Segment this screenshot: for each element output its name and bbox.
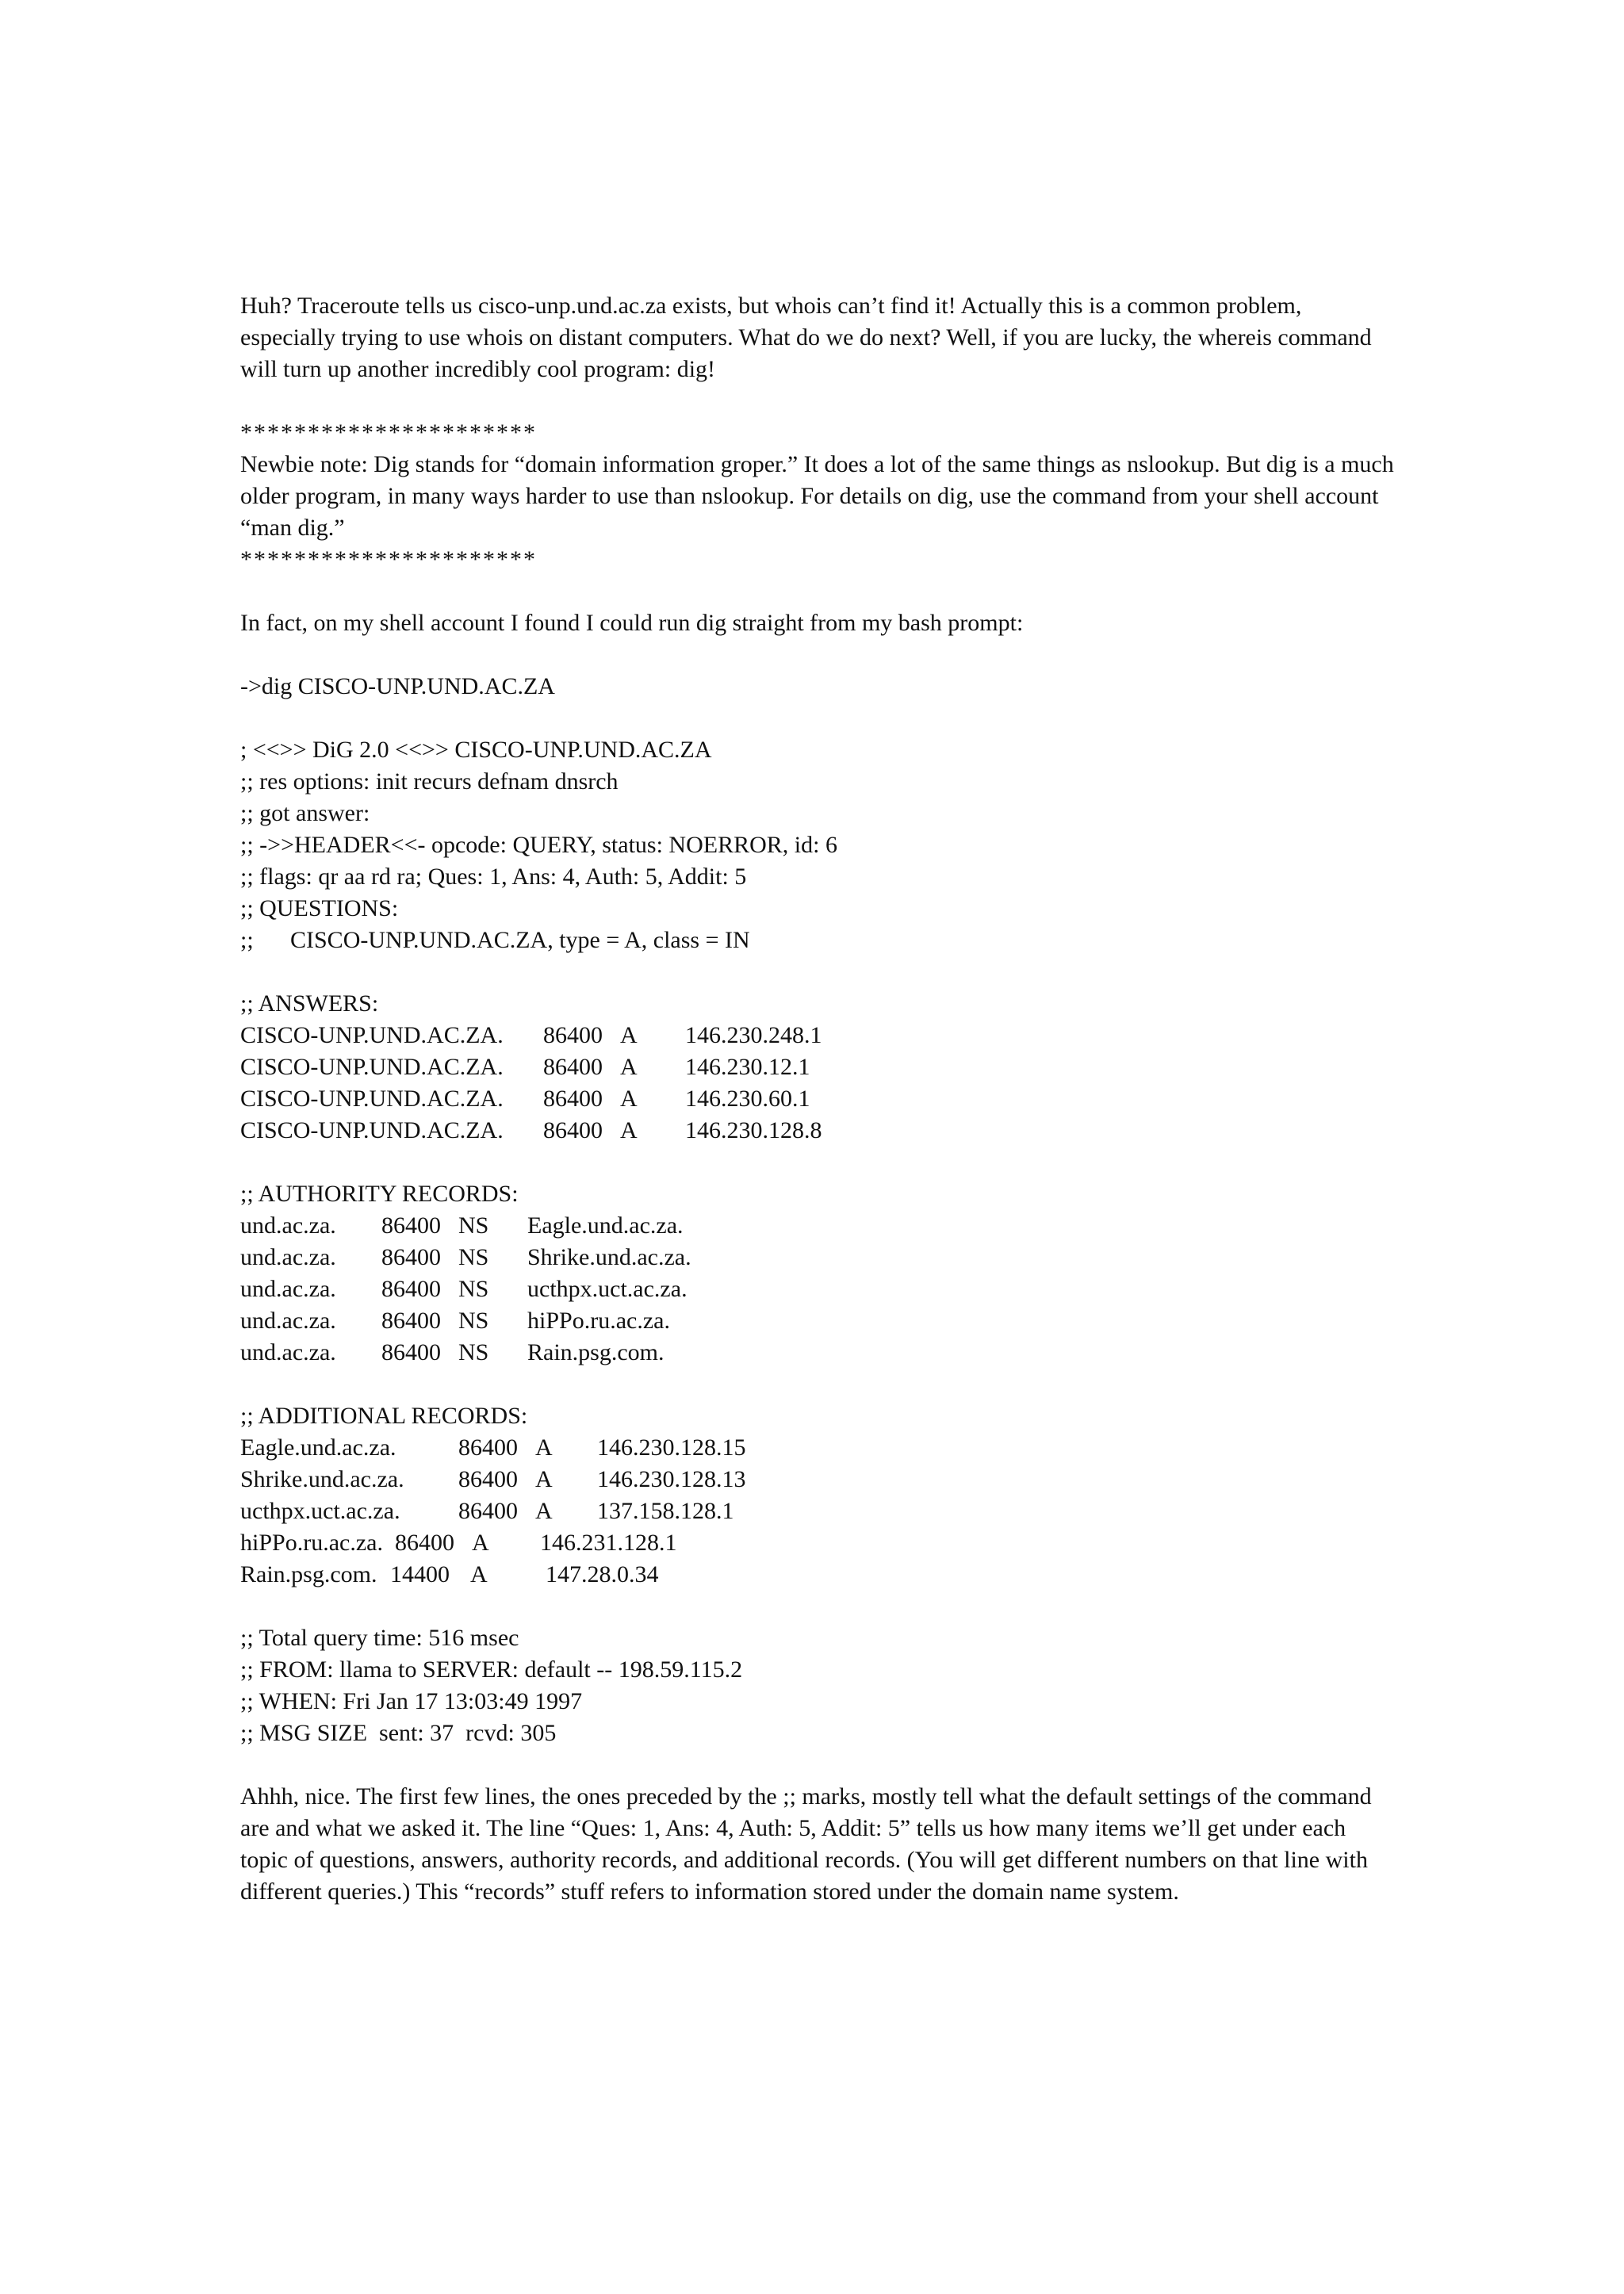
record-type: A [470, 1561, 488, 1587]
authority-row [240, 1305, 1398, 1337]
stars-divider-bottom: ********************** [240, 546, 537, 573]
record-value: 146.230.128.15 [597, 1434, 746, 1461]
record-ttl: 86400 [458, 1466, 518, 1492]
additional-heading: ;; ADDITIONAL RECORDS: [240, 1403, 528, 1429]
header-line: ;; ->>HEADER<<- opcode: QUERY, status: NOERROR, id: 6 [240, 832, 837, 858]
record-name: hiPPo.ru.ac.za. [240, 1530, 383, 1556]
closing-paragraph: Ahhh, nice. The first few lines, the ones preceded by the ;; marks, mostly tell what the default settings of the command are and what we asked it. The line “Ques: 1, Ans: 4, Auth: 5, Addit: 5” tells us how many items we’ll get under each topic of questions, answers, authority records, and additional records. (You will get different numbers on that line with different queries.) This “records” stuff refers to information stored under the domain name system. [240, 1783, 1372, 1905]
record-ttl: 86400 [543, 1086, 603, 1112]
record-ttl: 86400 [543, 1022, 603, 1048]
record-name: Eagle.und.ac.za. [240, 1434, 396, 1461]
record-value: 146.230.60.1 [685, 1086, 810, 1112]
dig-header-block [240, 734, 1398, 956]
record-type: A [535, 1466, 553, 1492]
additional-row [240, 1527, 1398, 1559]
additional-row [240, 1559, 1398, 1591]
header-line: ;; QUESTIONS: [240, 895, 399, 921]
record-value: hiPPo.ru.ac.za. [527, 1308, 670, 1334]
record-value: Shrike.und.ac.za. [527, 1244, 691, 1270]
record-type: NS [458, 1212, 489, 1239]
record-ttl: 86400 [381, 1212, 441, 1239]
record-type: A [620, 1054, 638, 1080]
document-page [240, 290, 1398, 1908]
dig-footer-block [240, 1622, 1398, 1749]
authority-section [240, 1178, 1398, 1369]
header-line: ;; flags: qr aa rd ra; Ques: 1, Ans: 4, Auth: 5, Addit: 5 [240, 864, 747, 890]
record-type: A [472, 1530, 489, 1556]
record-type: NS [458, 1244, 489, 1270]
record-name: CISCO-UNP.UND.AC.ZA. [240, 1022, 504, 1048]
header-line: ;; got answer: [240, 800, 370, 826]
record-type: NS [458, 1339, 489, 1365]
record-name: Rain.psg.com. [240, 1561, 377, 1587]
record-name: CISCO-UNP.UND.AC.ZA. [240, 1086, 504, 1112]
record-value: 146.231.128.1 [540, 1530, 677, 1556]
record-ttl: 86400 [458, 1434, 518, 1461]
record-name: und.ac.za. [240, 1308, 336, 1334]
additional-row [240, 1432, 1398, 1464]
record-value: 146.230.12.1 [685, 1054, 810, 1080]
record-name: Shrike.und.ac.za. [240, 1466, 404, 1492]
record-ttl: 86400 [543, 1117, 603, 1143]
dig-command-line: ->dig CISCO-UNP.UND.AC.ZA [240, 673, 555, 699]
footer-line: ;; MSG SIZE sent: 37 rcvd: 305 [240, 1720, 557, 1746]
answer-row [240, 1115, 1398, 1147]
authority-heading: ;; AUTHORITY RECORDS: [240, 1181, 519, 1207]
record-type: NS [458, 1276, 489, 1302]
record-name: und.ac.za. [240, 1339, 336, 1365]
record-ttl: 14400 [390, 1561, 450, 1587]
footer-line: ;; FROM: llama to SERVER: default -- 198.59.115.2 [240, 1656, 743, 1683]
shell-intro-paragraph: In fact, on my shell account I found I could run dig straight from my bash prompt: [240, 610, 1024, 636]
record-ttl: 86400 [543, 1054, 603, 1080]
record-ttl: 86400 [381, 1308, 441, 1334]
record-value: Eagle.und.ac.za. [527, 1212, 684, 1239]
additional-row [240, 1496, 1398, 1527]
answers-heading: ;; ANSWERS: [240, 990, 379, 1017]
record-value: 146.230.128.8 [685, 1117, 822, 1143]
stars-divider-top: ********************** [240, 419, 537, 446]
answer-row [240, 1020, 1398, 1051]
record-type: NS [458, 1308, 489, 1334]
record-value: Rain.psg.com. [527, 1339, 665, 1365]
record-name: und.ac.za. [240, 1212, 336, 1239]
authority-row [240, 1210, 1398, 1242]
record-ttl: 86400 [381, 1339, 441, 1365]
record-value: 146.230.128.13 [597, 1466, 746, 1492]
record-type: A [535, 1434, 553, 1461]
question-text: CISCO-UNP.UND.AC.ZA, type = A, class = IN [290, 927, 750, 953]
footer-line: ;; Total query time: 516 msec [240, 1625, 519, 1651]
header-line: ; <<>> DiG 2.0 <<>> CISCO-UNP.UND.AC.ZA [240, 737, 712, 763]
record-name: CISCO-UNP.UND.AC.ZA. [240, 1117, 504, 1143]
question-prefix: ;; [240, 927, 254, 953]
record-type: A [620, 1117, 638, 1143]
additional-row [240, 1464, 1398, 1496]
record-ttl: 86400 [381, 1276, 441, 1302]
authority-row [240, 1337, 1398, 1369]
record-value: 146.230.248.1 [685, 1022, 822, 1048]
footer-line: ;; WHEN: Fri Jan 17 13:03:49 1997 [240, 1688, 583, 1714]
record-name: ucthpx.uct.ac.za. [240, 1498, 400, 1524]
intro-paragraph: Huh? Traceroute tells us cisco-unp.und.ac.za exists, but whois can’t find it! Actually this is a common problem, especially trying to use whois on distant computers. What do we do next? Well, if you are lucky, the whereis command will turn up another incredibly cool program: dig! [240, 293, 1372, 382]
newbie-note: Newbie note: Dig stands for “domain information groper.” It does a lot of the same things as nslookup. But dig is a much older program, in many ways harder to use than nslookup. For details on dig, use the command from your shell account “man dig.” [240, 451, 1394, 541]
record-ttl: 86400 [458, 1498, 518, 1524]
record-type: A [535, 1498, 553, 1524]
authority-row [240, 1242, 1398, 1273]
record-type: A [620, 1086, 638, 1112]
authority-row [240, 1273, 1398, 1305]
record-value: 147.28.0.34 [546, 1561, 659, 1587]
record-ttl: 86400 [381, 1244, 441, 1270]
record-name: CISCO-UNP.UND.AC.ZA. [240, 1054, 504, 1080]
additional-section [240, 1400, 1398, 1591]
question-line [240, 925, 1398, 956]
answers-section [240, 988, 1398, 1147]
record-name: und.ac.za. [240, 1244, 336, 1270]
answer-row [240, 1083, 1398, 1115]
record-type: A [620, 1022, 638, 1048]
record-value: ucthpx.uct.ac.za. [527, 1276, 688, 1302]
record-ttl: 86400 [395, 1530, 454, 1556]
answer-row [240, 1051, 1398, 1083]
record-value: 137.158.128.1 [597, 1498, 734, 1524]
record-name: und.ac.za. [240, 1276, 336, 1302]
header-line: ;; res options: init recurs defnam dnsrch [240, 768, 619, 795]
